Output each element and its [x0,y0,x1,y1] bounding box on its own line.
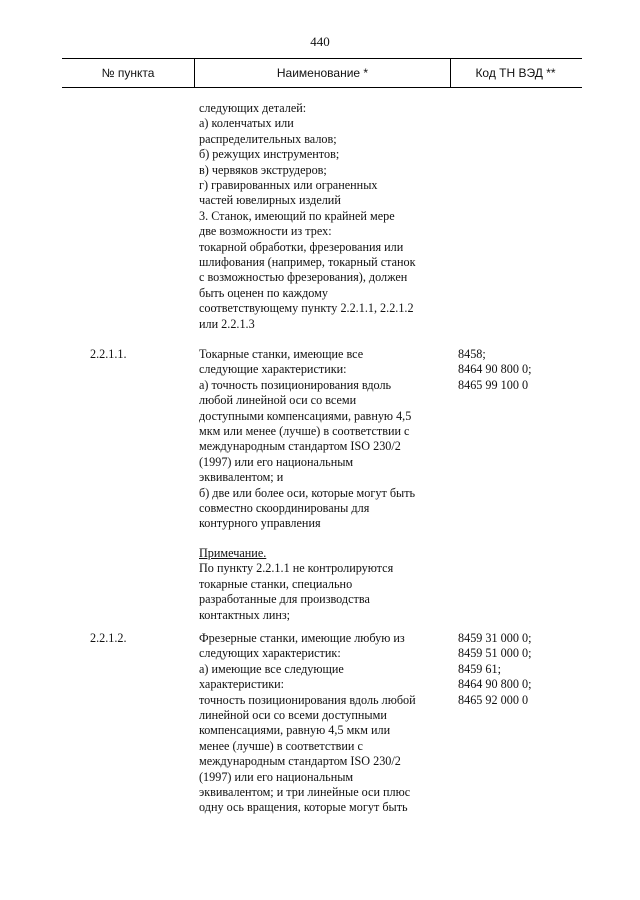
text-line: распределительных валов; [199,131,337,146]
text-line: токарные станки, специально [199,576,353,591]
text-line: следующих деталей: [199,101,307,115]
text-line: токарной обработки, фрезерования или [199,239,404,254]
continuation-text [199,101,454,332]
code-line: 8464 90 800 0; [458,677,532,692]
text-line: мкм или менее (лучше) в соответствии с [199,424,410,439]
text-line: любой линейной оси со всеми [199,393,357,408]
header-name: Наименование * [194,59,451,87]
text-line: контурного управления [199,516,321,531]
code-line: 8458; [458,347,486,361]
text-line: компенсациями, равную 4,5 мкм или [199,723,391,738]
text-line: контактных линз; [199,607,291,622]
item-codes [458,347,583,393]
text-line: г) гравированных или ограненных [199,178,378,193]
text-line: а) точность позиционирования вдоль [199,377,392,392]
text-line: или 2.2.1.3 [199,316,255,331]
text-line: международным стандартом ISO 230/2 [199,754,401,769]
text-line: эквивалентом; и три линейные оси плюс [199,785,411,800]
text-line: следующие характеристики: [199,362,347,377]
text-line: в) червяков экструдеров; [199,162,327,177]
code-line: 8465 92 000 0 [458,692,529,707]
text-line: менее (лучше) в соответствии с [199,738,363,753]
header-item-number: № пункта [101,66,155,80]
text-line: эквивалентом; и [199,470,284,485]
item-number: 2.2.1.2. [90,631,127,645]
text-line: быть оценен по каждому [199,285,328,300]
page-number: 440 [310,34,330,49]
text-line: характеристики: [199,677,285,692]
text-line: разработанные для производства [199,592,370,607]
table-header [62,58,582,88]
text-line: Токарные станки, имеющие все [199,347,364,361]
text-line: а) имеющие все следующие [199,661,344,676]
note-title: Примечание. [199,546,267,560]
text-line: По пункту 2.2.1.1 не контролируются [199,561,394,576]
text-line: линейной оси со всеми доступными [199,708,387,723]
text-line: Фрезерные станки, имеющие любую из [199,631,405,645]
text-line: б) две или более оси, которые могут быть [199,485,416,500]
text-line: доступными компенсациями, равную 4,5 [199,408,412,423]
code-line: 8459 51 000 0; [458,646,532,661]
text-line: 3. Станок, имеющий по крайней мере [199,208,395,223]
text-line: а) коленчатых или [199,116,294,131]
text-line: совместно скоординированы для [199,501,370,516]
text-line: одну ось вращения, которые могут быть [199,800,408,815]
text-line: точность позиционирования вдоль любой [199,692,416,707]
item-codes [458,631,583,708]
item-number: 2.2.1.1. [90,347,127,361]
code-line: 8464 90 800 0; [458,362,532,377]
code-line: 8465 99 100 0 [458,377,529,392]
item-name [199,631,454,816]
code-line: 8459 31 000 0; [458,631,532,645]
text-line: б) режущих инструментов; [199,147,340,162]
text-line: (1997) или его национальным [199,769,354,784]
text-line: частей ювелирных изделий [199,193,341,208]
text-line: соответствующему пункту 2.2.1.1, 2.2.1.2 [199,301,414,316]
text-line: (1997) или его национальным [199,454,354,469]
text-line: международным стандартом ISO 230/2 [199,439,401,454]
code-line: 8459 61; [458,661,501,676]
text-line: шлифования (например, токарный станок [199,255,416,270]
item-note [199,546,454,623]
text-line: следующих характеристик: [199,646,341,661]
text-line: с возможностью фрезерования), должен [199,270,408,285]
text-line: две возможности из трех: [199,224,332,239]
header-code: Код ТН ВЭД ** [475,66,556,80]
item-name [199,347,454,532]
